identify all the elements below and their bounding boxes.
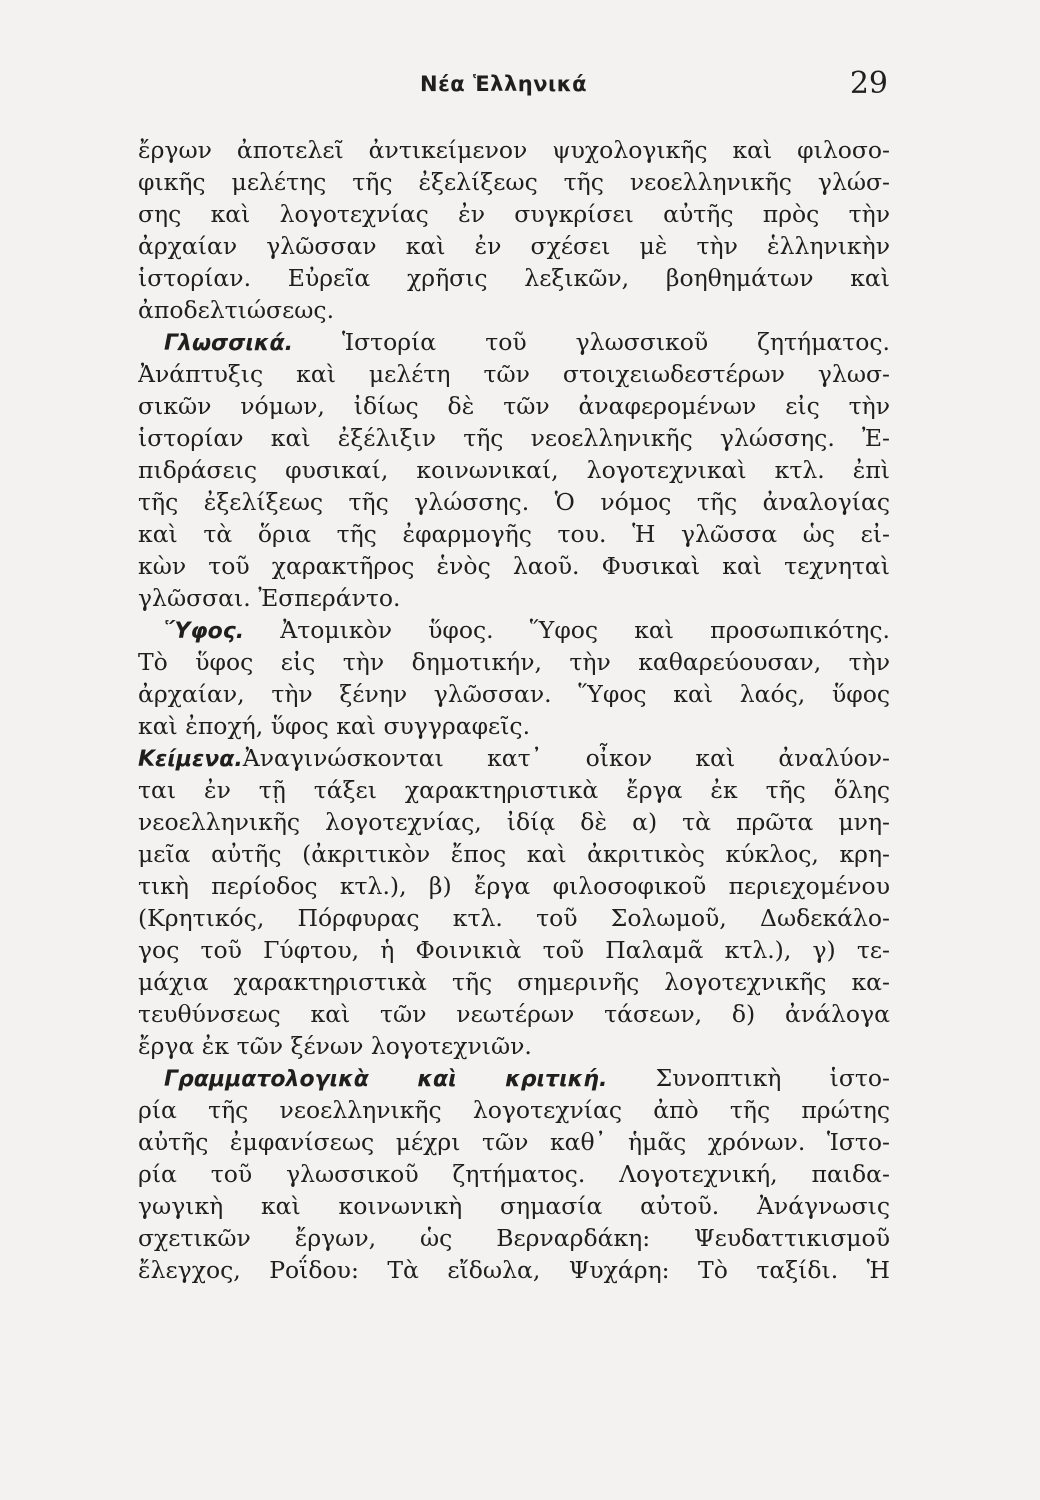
section-heading-yfos: Ὕφος. (164, 619, 245, 644)
text-line: γος τοῦ Γύφτου, ἡ Φοινικιὰ τοῦ Παλαμᾶ κτλ.), γ) τε- (138, 936, 890, 964)
text-line: ται ἐν τῇ τάξει χαρακτηριστικὰ ἔργα ἐκ τῆς ὅλης (138, 776, 890, 804)
text-line: ρία τῆς νεοελληνικῆς λογοτεχνίας ἀπὸ τῆς πρώτης (138, 1096, 890, 1124)
text-line: γωγικὴ καὶ κοινωνικὴ σημασία αὐτοῦ. Ἀνάγνωσις (138, 1192, 890, 1220)
text-line: φικῆς μελέτης τῆς ἐξελίξεως τῆς νεοελληνικῆς γλώσ- (138, 168, 890, 196)
section-heading-keimena: Κείμενα. (138, 747, 243, 772)
text-line: Τὸ ὕφος εἰς τὴν δημοτικήν, τὴν καθαρεύουσαν, τὴν (138, 648, 890, 676)
text-line: σης καὶ λογοτεχνίας ἐν συγκρίσει αὐτῆς πρὸς τὴν (138, 200, 890, 228)
text-line: αὐτῆς ἐμφανίσεως μέχρι τῶν καθ᾽ ἡμᾶς χρόνων. Ἱστο- (138, 1128, 890, 1156)
section-first-line (138, 326, 890, 358)
text-line: Ἀνάπτυξις καὶ μελέτη τῶν στοιχειωδεστέρων γλωσ- (138, 360, 890, 388)
running-header (0, 66, 1040, 106)
text-line: (Κρητικός, Πόρφυρας κτλ. τοῦ Σολωμοῦ, Δωδεκάλο- (138, 904, 890, 932)
section-first-line (138, 614, 890, 646)
text-line: μεῖα αὐτῆς (ἀκριτικὸν ἔπος καὶ ἀκριτικὸς κύκλος, κρη- (138, 840, 890, 868)
text-line: ρία τοῦ γλωσσικοῦ ζητήματος. Λογοτεχνική, παιδα- (138, 1160, 890, 1188)
text-line: ἔργα ἐκ τῶν ξένων λογοτεχνιῶν. (138, 1032, 532, 1060)
text-line: ἀρχαίαν γλῶσσαν καὶ ἐν σχέσει μὲ τὴν ἑλληνικὴν (138, 232, 890, 260)
text-line: σικῶν νόμων, ἰδίως δὲ τῶν ἀναφερομένων εἰς τὴν (138, 392, 890, 420)
text-run: Συνοπτικὴ ἱστο- (655, 1064, 890, 1092)
text-line: καὶ ἐποχή, ὕφος καὶ συγγραφεῖς. (138, 712, 531, 740)
text-line: μάχια χαρακτηριστικὰ τῆς σημερινῆς λογοτεχνικῆς κα- (138, 968, 890, 996)
text-line: ἔργων ἀποτελεῖ ἀντικείμενον ψυχολογικῆς καὶ φιλοσο- (138, 136, 890, 164)
text-line: τῆς ἐξελίξεως τῆς γλώσσης. Ὁ νόμος τῆς ἀναλογίας (138, 488, 890, 516)
text-line: ἀρχαίαν, τὴν ξένην γλῶσσαν. Ὕφος καὶ λαός, ὕφος (138, 680, 890, 708)
running-title: Νέα Ἑλληνικά (420, 72, 588, 96)
text-line: ἀποδελτιώσεως. (138, 296, 335, 324)
text-line: ἔλεγχος, Ροΐδου: Τὰ εἴδωλα, Ψυχάρη: Τὸ ταξίδι. Ἡ (138, 1256, 890, 1284)
text-line: τικὴ περίοδος κτλ.), β) ἔργα φιλοσοφικοῦ περιεχομένου (138, 872, 890, 900)
section-first-line (138, 742, 890, 774)
section-first-line (138, 1062, 890, 1094)
page-number: 29 (849, 66, 888, 101)
section-heading-glossika: Γλωσσικά. (164, 331, 294, 356)
text-line: ἱστορίαν. Εὐρεῖα χρῆσις λεξικῶν, βοηθημάτων καὶ (138, 264, 890, 292)
text-line: νεοελληνικῆς λογοτεχνίας, ἰδίᾳ δὲ α) τὰ πρῶτα μνη- (138, 808, 890, 836)
text-line: σχετικῶν ἔργων, ὡς Βερναρδάκη: Ψευδαττικισμοῦ (138, 1224, 890, 1252)
text-line: τευθύνσεως καὶ τῶν νεωτέρων τάσεων, δ) ἀνάλογα (138, 1000, 890, 1028)
text-line: ἱστορίαν καὶ ἐξέλιξιν τῆς νεοελληνικῆς γλώσσης. Ἐ- (138, 424, 890, 452)
text-line: καὶ τὰ ὅρια τῆς ἐφαρμογῆς του. Ἡ γλῶσσα ὡς εἰ- (138, 520, 890, 548)
text-line: κὼν τοῦ χαρακτῆρος ἑνὸς λαοῦ. Φυσικαὶ καὶ τεχνηταὶ (138, 552, 890, 580)
text-run: Ἱστορία τοῦ γλωσσικοῦ ζητήματος. (342, 328, 890, 356)
body-text (138, 134, 890, 1286)
text-line: γλῶσσαι. Ἐσπεράντο. (138, 584, 401, 612)
text-run: Ἀτομικὸν ὕφος. Ὕφος καὶ προσωπικότης. (280, 616, 890, 644)
text-line: πιδράσεις φυσικαί, κοινωνικαί, λογοτεχνικαὶ κτλ. ἐπὶ (138, 456, 890, 484)
section-heading-grammatologika: Γραμματολογικὰ καὶ κριτική. (164, 1067, 608, 1092)
text-run: Ἀναγινώσκονται κατ᾽ οἶκον καὶ ἀναλύον- (242, 744, 890, 772)
